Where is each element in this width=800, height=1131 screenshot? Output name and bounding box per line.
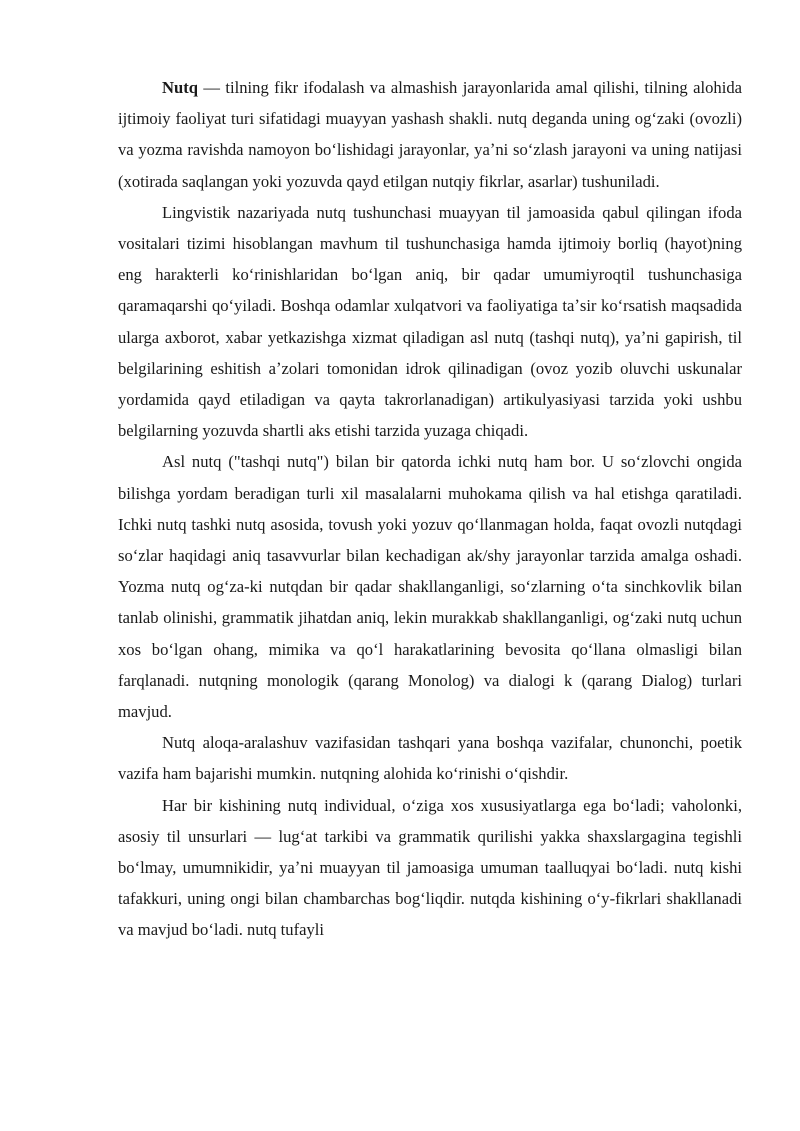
paragraph-definition bbox=[118, 72, 742, 197]
term-nutq: Nutq bbox=[162, 78, 198, 97]
paragraph-individual-speech: Har bir kishining nutq individual, oʻziga xos xususiyatlarga ega boʻladi; vaholonki, asosiy til unsurlari — lugʻat tarkibi va grammatik qurilishi yakka shaxslargagina tegishli boʻlmay, umumnikidir, yaʼni muayyan til jamoasiga umuman taalluqyai boʻladi. nutq kishi tafakkuri, uning ongi bilan chambarchas bogʻliqdir. nutqda kishining oʻy-fikrlari shakllanadi va mavjud boʻladi. nutq tufayli bbox=[118, 795, 742, 940]
paragraph-inner-speech: Asl nutq ("tashqi nutq") bilan bir qatorda ichki nutq ham bor. U soʻzlovchi ongida bilishga yordam beradigan turli xil masalalarni muhokama qilish va hal etishga qaratiladi. Ichki nutq tashki nutq asosida, tovush yoki yozuv qoʻllanmagan holda, faqat ovozli nutqdagi soʻzlar haqidagi aniq tasavvurlar bilan kechadigan ak/shy jarayonlar tarzida amalga oshadi. Yozma nutq ogʻza-ki nutqdan bir qadar shakllanganligi, soʻzlarning oʻta sinchkovlik bilan tanlab olinishi, grammatik jihatdan aniq, lekin murakkab shakllanganligi, ogʻzaki nutq uchun xos boʻlgan ohang, mimika va qoʻl harakatlarining bevosita qoʻllana olmasligi bilan farqlanadi. nutqning monologik (qarang Monolog) va dialogi k (qarang Dialog) turlari mavjud. bbox=[118, 452, 742, 722]
paragraph-functions: Nutq aloqa-aralashuv vazifasidan tashqari yana boshqa vazifalar, chunonchi, poetik vazifa ham bajarishi mumkin. nutqning alohida koʻrinishi oʻqishdir. bbox=[118, 733, 742, 784]
document-page bbox=[118, 72, 742, 946]
paragraph-linguistic-theory: Lingvistik nazariyada nutq tushunchasi muayyan til jamoasida qabul qilingan ifoda vositalari tizimi hisoblangan mavhum til tushunchasiga hamda ijtimoiy borliq (hayot)ning eng harakterli koʻrinishlaridan boʻlgan aniq, bir qadar umumiyroqtil tushunchasiga qaramaqarshi qoʻyiladi. Boshqa odamlar xulqatvori va faoliyatiga taʼsir koʻrsatish maqsadida ularga axborot, xabar yetkazishga xizmat qiladigan asl nutq (tashqi nutq), yaʼni gapirish, til belgilarining eshitish aʼzolari tomonidan idrok qilinadigan (ovoz yozib oluvchi uskunalar yordamida qayd etiladigan va qayta takrorlanadigan) artikulyasiyasi tarzida yoki ushbu belgilarning yozuvda shartli aks etishi tarzida yuzaga chiqadi. bbox=[118, 202, 742, 441]
paragraph-text: — tilning fikr ifodalash va almashish jarayonlarida amal qilishi, tilning alohida ijtimoiy faoliyat turi sifatidagi muayyan yashash shakli. nutq deganda uning ogʻzaki (ovozli) va yozma ravishda namoyon boʻlishidagi jarayonlar, yaʼni soʻzlash jarayoni va uning natijasi (xotirada saqlangan yoki yozuvda qayd etilgan nutqiy fikrlar, asarlar) tushuniladi. bbox=[118, 78, 742, 191]
